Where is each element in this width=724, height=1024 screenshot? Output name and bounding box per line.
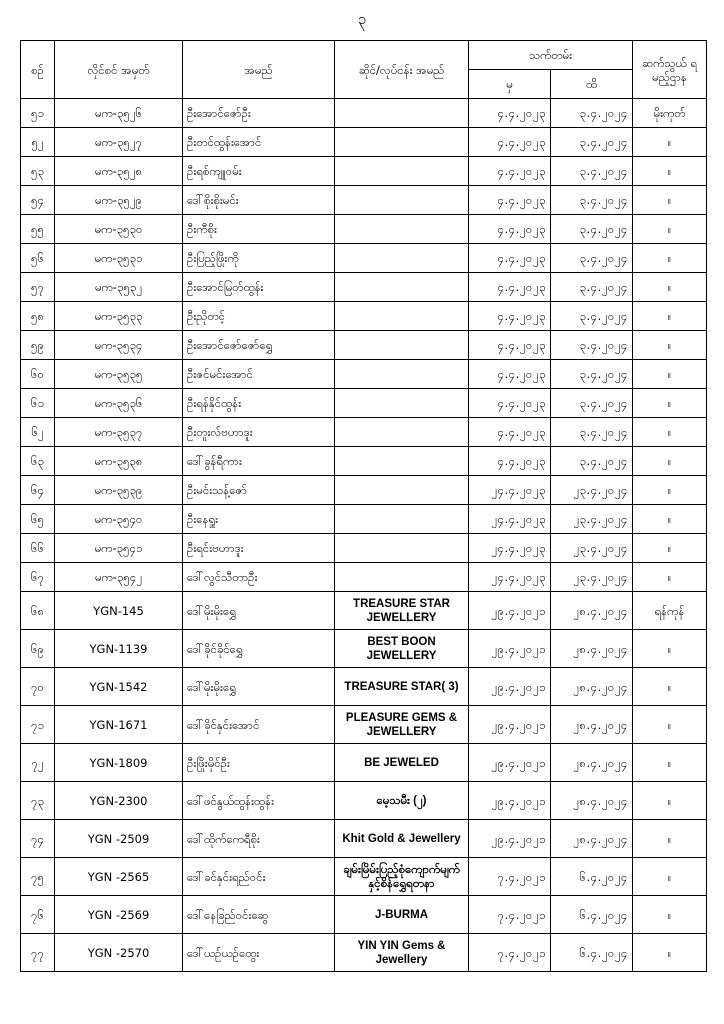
license-number: မက-၃၅၂၉ xyxy=(55,186,183,215)
valid-from: ၄.၄.၂၀၂၃ xyxy=(469,302,551,331)
valid-to: ၂၈.၄.၂၀၂၄ xyxy=(551,592,633,630)
row-number: ၅၂ xyxy=(21,128,55,157)
table-row xyxy=(21,563,707,592)
contact-office: ။ xyxy=(633,447,707,476)
holder-name: ဦးတင်ထွန်းအောင် xyxy=(183,128,335,157)
shop-name xyxy=(335,99,469,128)
valid-to: ၃.၄.၂၀၂၄ xyxy=(551,302,633,331)
shop-name xyxy=(335,418,469,447)
valid-from: ၂၄.၄.၂၀၂၃ xyxy=(469,505,551,534)
valid-from: ၄.၄.၂၀၂၃ xyxy=(469,128,551,157)
valid-from: ၄.၄.၂၀၂၃ xyxy=(469,389,551,418)
valid-from: ၂၉.၄.၂၀၂၁ xyxy=(469,706,551,744)
row-number: ၅၄ xyxy=(21,186,55,215)
header-office: ဆက်သွယ် ရမည့်ဌာန xyxy=(633,41,707,99)
holder-name: ဦးအောင်ဇော်ဇော်ရွှေ xyxy=(183,331,335,360)
license-number: မက-၃၅၄၁ xyxy=(55,534,183,563)
license-number: မက-၃၅၃၈ xyxy=(55,447,183,476)
valid-from: ၄.၄.၂၀၂၃ xyxy=(469,244,551,273)
holder-name: ဒေါ်နေခြည်ဝင်းဆွေ xyxy=(183,896,335,934)
row-number: ၆၃ xyxy=(21,447,55,476)
valid-to: ၆.၄.၂၀၂၄ xyxy=(551,934,633,972)
table-row xyxy=(21,128,707,157)
valid-to: ၂၃.၄.၂၀၂၄ xyxy=(551,563,633,592)
contact-office: ။ xyxy=(633,534,707,563)
license-number: YGN -2565 xyxy=(55,858,183,896)
header-validity: သက်တမ်း xyxy=(469,41,633,70)
valid-to: ၃.၄.၂၀၂၄ xyxy=(551,331,633,360)
table-row xyxy=(21,534,707,563)
table-row xyxy=(21,215,707,244)
holder-name: ဦးမင်းသန့်ဇော် xyxy=(183,476,335,505)
holder-name: ဒေါ်ခိုင်နှင်းအောင် xyxy=(183,706,335,744)
holder-name: ဒေါ်ယဉ်ယဉ်ထွေး xyxy=(183,934,335,972)
header-from: မှ xyxy=(469,70,551,99)
row-number: ၇၄ xyxy=(21,820,55,858)
holder-name: ဒေါ်လွင်သီတာဦး xyxy=(183,563,335,592)
row-number: ၆၈ xyxy=(21,592,55,630)
row-number: ၇၆ xyxy=(21,896,55,934)
shop-name: YIN YIN Gems & Jewellery xyxy=(335,934,469,972)
shop-name xyxy=(335,244,469,273)
row-number: ၇၂ xyxy=(21,744,55,782)
table-row xyxy=(21,99,707,128)
valid-to: ၂၈.၄.၂၀၂၄ xyxy=(551,668,633,706)
license-number: မက-၃၅၃၉ xyxy=(55,476,183,505)
valid-from: ၂၉.၄.၂၀၂၁ xyxy=(469,820,551,858)
holder-name: ဦးကီစိုး xyxy=(183,215,335,244)
valid-from: ၄.၄.၂၀၂၃ xyxy=(469,215,551,244)
shop-name xyxy=(335,447,469,476)
header-no: စဉ် xyxy=(21,41,55,99)
holder-name: ဦးအောင်မြတ်ထွန်း xyxy=(183,273,335,302)
shop-name xyxy=(335,215,469,244)
shop-name xyxy=(335,563,469,592)
shop-name xyxy=(335,331,469,360)
license-number: YGN-145 xyxy=(55,592,183,630)
contact-office: ။ xyxy=(633,128,707,157)
license-number: YGN-1542 xyxy=(55,668,183,706)
row-number: ၇၃ xyxy=(21,782,55,820)
holder-name: ဒေါ်မိုးမိုးရွှေ xyxy=(183,668,335,706)
license-number: မက-၃၅၃၁ xyxy=(55,244,183,273)
table-row xyxy=(21,858,707,896)
holder-name: ဦးပြည့်ဖြိုးကို xyxy=(183,244,335,273)
valid-from: ၇.၄.၂၀၂၁ xyxy=(469,896,551,934)
row-number: ၆၉ xyxy=(21,630,55,668)
license-number: YGN-1809 xyxy=(55,744,183,782)
table-row xyxy=(21,934,707,972)
license-number: မက-၃၅၂၆ xyxy=(55,99,183,128)
shop-name xyxy=(335,273,469,302)
valid-from: ၄.၄.၂၀၂၃ xyxy=(469,360,551,389)
table-row xyxy=(21,630,707,668)
shop-name: Khit Gold & Jewellery xyxy=(335,820,469,858)
table-row xyxy=(21,744,707,782)
shop-name: PLEASURE GEMS & JEWELLERY xyxy=(335,706,469,744)
shop-name xyxy=(335,186,469,215)
table-row xyxy=(21,273,707,302)
row-number: ၆၆ xyxy=(21,534,55,563)
shop-name xyxy=(335,302,469,331)
valid-from: ၂၄.၄.၂၀၂၃ xyxy=(469,534,551,563)
table-row xyxy=(21,389,707,418)
license-number: YGN -2569 xyxy=(55,896,183,934)
contact-office: ရန်ကုန် xyxy=(633,592,707,630)
valid-to: ၃.၄.၂၀၂၄ xyxy=(551,447,633,476)
contact-office: ။ xyxy=(633,273,707,302)
shop-name xyxy=(335,128,469,157)
row-number: ၆၇ xyxy=(21,563,55,592)
table-row xyxy=(21,706,707,744)
holder-name: ဦးတူးလ်ဗဟာဒူး xyxy=(183,418,335,447)
valid-to: ၂၃.၄.၂၀၂၄ xyxy=(551,505,633,534)
header-to: ထိ xyxy=(551,70,633,99)
valid-from: ၂၉.၄.၂၀၂၁ xyxy=(469,782,551,820)
contact-office: ။ xyxy=(633,706,707,744)
contact-office: ။ xyxy=(633,934,707,972)
table-row xyxy=(21,447,707,476)
valid-to: ၃.၄.၂၀၂၄ xyxy=(551,157,633,186)
contact-office: ။ xyxy=(633,302,707,331)
contact-office: ။ xyxy=(633,820,707,858)
table-row xyxy=(21,782,707,820)
valid-to: ၃.၄.၂၀၂၄ xyxy=(551,99,633,128)
row-number: ၇၁ xyxy=(21,706,55,744)
shop-name: J-BURMA xyxy=(335,896,469,934)
valid-to: ၃.၄.၂၀၂၄ xyxy=(551,128,633,157)
table-row xyxy=(21,418,707,447)
valid-to: ၂၈.၄.၂၀၂၄ xyxy=(551,820,633,858)
row-number: ၆၂ xyxy=(21,418,55,447)
contact-office: ။ xyxy=(633,157,707,186)
contact-office: ။ xyxy=(633,630,707,668)
shop-name xyxy=(335,505,469,534)
table-row xyxy=(21,186,707,215)
valid-from: ၂၉.၄.၂၀၂၁ xyxy=(469,592,551,630)
license-number: မက-၃၅၃၀ xyxy=(55,215,183,244)
valid-from: ၄.၄.၂၀၂၃ xyxy=(469,273,551,302)
holder-name: ဦးအောင်ဇော်ဦး xyxy=(183,99,335,128)
holder-name: ဦးရင်းဗဟာဒူး xyxy=(183,534,335,563)
holder-name: ဦးဖြိုးမိုင်ဦး xyxy=(183,744,335,782)
valid-from: ၄.၄.၂၀၂၃ xyxy=(469,331,551,360)
row-number: ၆၅ xyxy=(21,505,55,534)
valid-to: ၂၃.၄.၂၀၂၄ xyxy=(551,534,633,563)
valid-from: ၄.၄.၂၀၂၃ xyxy=(469,99,551,128)
license-number: မက-၃၅၂၈ xyxy=(55,157,183,186)
shop-name: TREASURE STAR( 3) xyxy=(335,668,469,706)
license-number: မက-၃၅၄၂ xyxy=(55,563,183,592)
license-number: မက-၃၅၃၇ xyxy=(55,418,183,447)
valid-from: ၇.၄.၂၀၂၁ xyxy=(469,858,551,896)
contact-office: ။ xyxy=(633,331,707,360)
license-number: မက-၃၅၃၂ xyxy=(55,273,183,302)
contact-office: ။ xyxy=(633,563,707,592)
license-number: YGN -2509 xyxy=(55,820,183,858)
valid-to: ၆.၄.၂၀၂၄ xyxy=(551,896,633,934)
shop-name: BEST BOON JEWELLERY xyxy=(335,630,469,668)
holder-name: ဒေါ်ခွန်ရီကား xyxy=(183,447,335,476)
license-number: မက-၃၅၃၄ xyxy=(55,331,183,360)
table-header xyxy=(21,41,707,99)
holder-name: ဒေါ်စိုးစိုးမင်း xyxy=(183,186,335,215)
holder-name: ဦးညိုတင့် xyxy=(183,302,335,331)
valid-from: ၂၉.၄.၂၀၂၁ xyxy=(469,630,551,668)
valid-from: ၂၉.၄.၂၀၂၁ xyxy=(469,668,551,706)
contact-office: ။ xyxy=(633,186,707,215)
table-row xyxy=(21,476,707,505)
valid-from: ၇.၄.၂၀၂၁ xyxy=(469,934,551,972)
table-row xyxy=(21,244,707,273)
row-number: ၇၀ xyxy=(21,668,55,706)
license-number: YGN -2570 xyxy=(55,934,183,972)
page-number: ၃ xyxy=(357,10,367,28)
contact-office: ။ xyxy=(633,215,707,244)
row-number: ၅၁ xyxy=(21,99,55,128)
license-number: YGN-1671 xyxy=(55,706,183,744)
valid-from: ၂၉.၄.၂၀၂၁ xyxy=(469,744,551,782)
license-number: YGN-2300 xyxy=(55,782,183,820)
license-number: မက-၃၅၃၅ xyxy=(55,360,183,389)
valid-to: ၃.၄.၂၀၂၄ xyxy=(551,360,633,389)
valid-to: ၂၃.၄.၂၀၂၄ xyxy=(551,476,633,505)
contact-office: ။ xyxy=(633,476,707,505)
valid-to: ၃.၄.၂၀၂၄ xyxy=(551,186,633,215)
shop-name: TREASURE STAR JEWELLERY xyxy=(335,592,469,630)
valid-to: ၃.၄.၂၀၂၄ xyxy=(551,273,633,302)
holder-name: ဒေါ်ထိုက်ကေရီစိုး xyxy=(183,820,335,858)
table-row xyxy=(21,668,707,706)
valid-to: ၂၈.၄.၂၀၂၄ xyxy=(551,706,633,744)
valid-to: ၂၈.၄.၂၀၂၄ xyxy=(551,630,633,668)
holder-name: ဦးဇင်မင်းအောင် xyxy=(183,360,335,389)
license-number: မက-၃၅၃၃ xyxy=(55,302,183,331)
table-row xyxy=(21,331,707,360)
shop-name xyxy=(335,157,469,186)
valid-to: ၂၈.၄.၂၀၂၄ xyxy=(551,744,633,782)
row-number: ၅၆ xyxy=(21,244,55,273)
valid-from: ၂၄.၄.၂၀၂၃ xyxy=(469,476,551,505)
shop-name: BE JEWELED xyxy=(335,744,469,782)
contact-office: ။ xyxy=(633,668,707,706)
valid-to: ၃.၄.၂၀၂၄ xyxy=(551,389,633,418)
contact-office: ။ xyxy=(633,389,707,418)
valid-from: ၂၄.၄.၂၀၂၃ xyxy=(469,563,551,592)
holder-name: ဒေါ်မိုးမိုးရွှေ xyxy=(183,592,335,630)
row-number: ၆၁ xyxy=(21,389,55,418)
valid-from: ၄.၄.၂၀၂၃ xyxy=(469,447,551,476)
contact-office: ။ xyxy=(633,896,707,934)
valid-to: ၂၈.၄.၂၀၂၄ xyxy=(551,782,633,820)
shop-name: မေ့သမီး (၂) xyxy=(335,782,469,820)
shop-name xyxy=(335,476,469,505)
contact-office: ။ xyxy=(633,505,707,534)
valid-from: ၄.၄.၂၀၂၃ xyxy=(469,157,551,186)
table-row xyxy=(21,505,707,534)
table-row xyxy=(21,896,707,934)
valid-to: ၃.၄.၂၀၂၄ xyxy=(551,244,633,273)
license-number: YGN-1139 xyxy=(55,630,183,668)
row-number: ၅၅ xyxy=(21,215,55,244)
row-number: ၆၀ xyxy=(21,360,55,389)
license-table xyxy=(20,40,707,972)
valid-from: ၄.၄.၂၀၂၃ xyxy=(469,418,551,447)
holder-name: ဦးရန်နိုင်ထွန်း xyxy=(183,389,335,418)
row-number: ၅၈ xyxy=(21,302,55,331)
row-number: ၅၃ xyxy=(21,157,55,186)
valid-from: ၄.၄.၂၀၂၃ xyxy=(469,186,551,215)
holder-name: ဒေါ်ခိုင်ခိုင်ရွှေ xyxy=(183,630,335,668)
row-number: ၅၉ xyxy=(21,331,55,360)
header-name: အမည် xyxy=(183,41,335,99)
valid-to: ၃.၄.၂၀၂၄ xyxy=(551,418,633,447)
row-number: ၅၇ xyxy=(21,273,55,302)
shop-name xyxy=(335,389,469,418)
row-number: ၇၅ xyxy=(21,858,55,896)
shop-name xyxy=(335,534,469,563)
table-row xyxy=(21,592,707,630)
shop-name: ချမ်းမြိမ်းပြည့်စုံကျောက်မျက်နှင့်စိန်ရွှေရတနာ xyxy=(335,858,469,896)
contact-office: ။ xyxy=(633,418,707,447)
table-body xyxy=(21,99,707,972)
holder-name: ဦးနေရှူး xyxy=(183,505,335,534)
holder-name: ဦးရစ်ကျူဝမ်း xyxy=(183,157,335,186)
table-row xyxy=(21,360,707,389)
license-number: မက-၃၅၂၇ xyxy=(55,128,183,157)
valid-to: ၃.၄.၂၀၂၄ xyxy=(551,215,633,244)
license-number: မက-၃၅၄၀ xyxy=(55,505,183,534)
table-row xyxy=(21,820,707,858)
holder-name: ဒေါ်ဖင်နွယ်ထွန်းထွန်း xyxy=(183,782,335,820)
table-row xyxy=(21,302,707,331)
shop-name xyxy=(335,360,469,389)
table-row xyxy=(21,157,707,186)
header-shop-name: ဆိုင်/လုပ်ငန်း အမည် xyxy=(335,41,469,99)
contact-office: ။ xyxy=(633,360,707,389)
row-number: ၇၇ xyxy=(21,934,55,972)
valid-to: ၆.၄.၂၀၂၄ xyxy=(551,858,633,896)
header-license-no: လိုင်စင် အမှတ် xyxy=(55,41,183,99)
row-number: ၆၄ xyxy=(21,476,55,505)
contact-office: ။ xyxy=(633,744,707,782)
contact-office: မိုးကုတ် xyxy=(633,99,707,128)
contact-office: ။ xyxy=(633,782,707,820)
contact-office: ။ xyxy=(633,244,707,273)
contact-office: ။ xyxy=(633,858,707,896)
license-number: မက-၃၅၃၆ xyxy=(55,389,183,418)
holder-name: ဒေါ်ခင်နှင်းရည်ဝင်း xyxy=(183,858,335,896)
